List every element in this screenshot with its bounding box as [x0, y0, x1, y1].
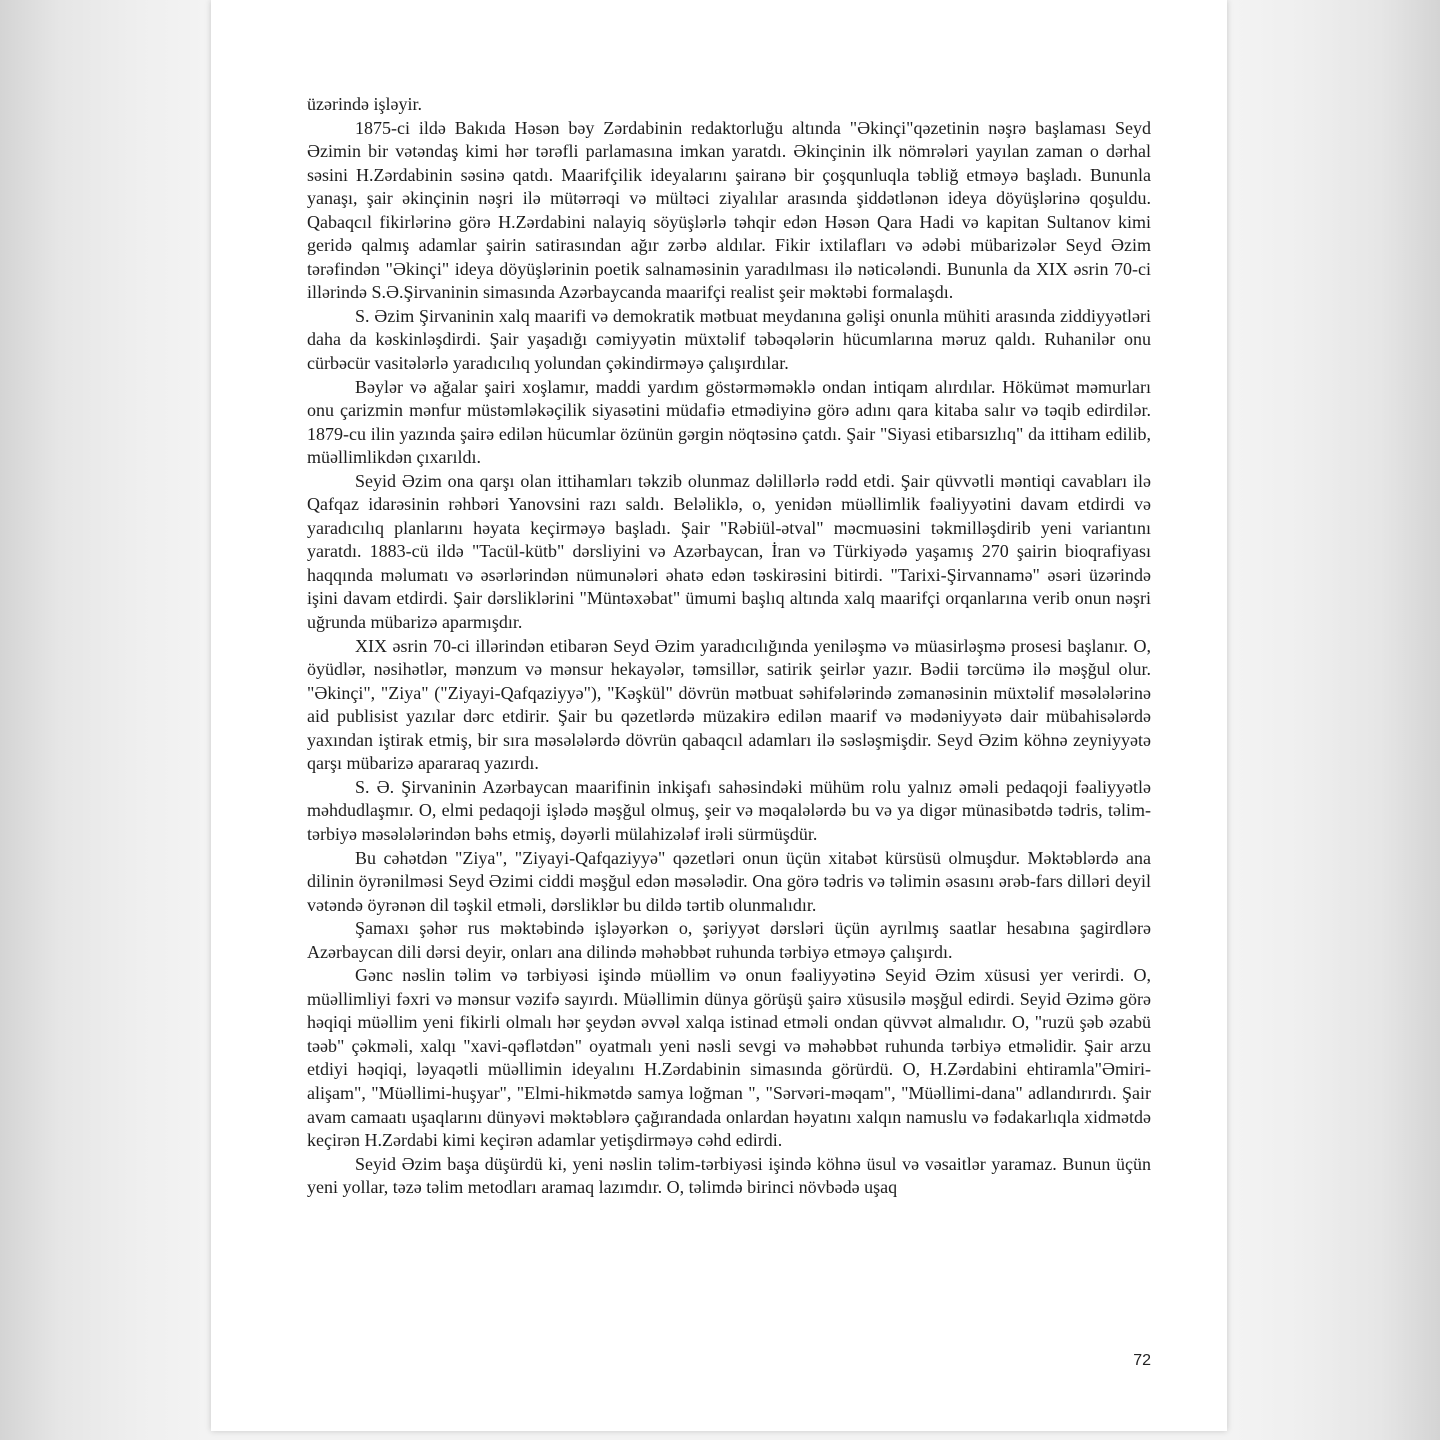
- paragraph-continuation: üzərində işləyir.: [307, 94, 422, 114]
- page-number: 72: [1133, 1352, 1151, 1369]
- paragraph-conflicts-with-environment: S. Əzim Şirvaninin xalq maarifi və demokratik mətbuat meydanına gəlişi onunla mühiti arasında ziddiyyətləri daha da kəskinləşdirdi. Şair yaşadığı cəmiyyətin müxtəlif təbəqələrin hücumlarına məruz qaldı. Ruhanilər onu cürbəcür vasitələrlə yaradıcılıq yolundan çəkindirməyə çalışırdılar.: [307, 305, 1151, 374]
- paragraph-teacher-ideal: Gənc nəslin təlim və tərbiyəsi işində müəllim və onun fəaliyyətinə Seyid Əzim xüsusi yer verirdi. O, müəllimliyi fəxri və mənsur vəzifə sayırdı. Müəllimin dünya görüşü şairə xüsusilə məşğul edirdi. Seyid Əzimə görə həqiqi müəllim yeni fikirli olmalı hər şeydən əvvəl xalqa istinad etməli ondan qüvvət almalıdır. O, "ruzü şəb əzabü təəb" çəkməli, xalqı "xavi-qəflətdən" oyatmalı yeni nəsli sevgi və məhəbbət ruhunda tərbiyə etməlidir. Şair arzu etdiyi həqiqi, ləyaqətli müəllimin ideyalını H.Zərdabinin simasında görürdü. O, H.Zərdabini ehtiramla"Əmiri-alişam", "Müəllimi-huşyar", "Elmi-hikmətdə samya loğman ", "Sərvəri-məqam", "Müəllimi-dana" adlandırırdı. Şair avam camaatı uşaqlarını dünyəvi məktəblərə çağırandada onlardan həyatını xalqın namuslu və fədakarlıqla xidmətdə keçirən H.Zərdabi kimi keçirən adamlar yetişdirməyə cəhd edirdi.: [307, 965, 1151, 1151]
- page-body-text: [307, 93, 1151, 1200]
- paragraph-shamakhi-school: Şamaxı şəhər rus məktəbində işləyərkən o, şəriyyət dərsləri üçün ayrılmış saatlar hesabına şagirdlərə Azərbaycan dili dərsi deyir, onları ana dilində məhəbbət ruhunda tərbiyə etməyə çalışırdı.: [307, 918, 1151, 962]
- paragraph-native-language: Bu cəhətdən "Ziya", "Ziyayi-Qafqaziyyə" qəzetləri onun üçün xitabət kürsüsü olmuşdur. Məktəblərdə ana dilinin öyrənilməsi Seyd Əzimi ciddi məşğul edən məsələdir. Ona görə tədris və təlimin əsasını ərəb-fars dilləri deyil vətəndə öyrənən dil təşkil etməli, dərsliklər bu dildə tərtib olunmalıdır.: [307, 847, 1151, 915]
- paragraph-pedagogical-role: S. Ə. Şirvaninin Azərbaycan maarifinin inkişafı sahəsindəki mühüm rolu yalnız əməli pedaqoji fəaliyyətlə məhdudlaşmır. O, elmi pedaqoji işlədə məşğul olmuş, şeir və məqalələrdə bu və ya digər münasibətdə tədris, təlim-tərbiyə məsələlərindən bəhs etmiş, dəyərli mülahizələf irəli sürmüşdür.: [307, 776, 1151, 844]
- paragraph-ekinchi-newspaper: 1875-ci ildə Bakıda Həsən bəy Zərdabinin redaktorluğu altında "Əkinçi"qəzetinin nəşrə başlaması Seyd Əzimin bir vətəndaş kimi hər tərəfli parlamasına imkan yaratdı. Əkinçinin ilk nömrələri yayılan zaman o dərhal səsini H.Zərdabinin səsinə qatdı. Maarifçilik ideyalarını şairanə bir çoşqunluqla təbliğ etməyə başladı. Bununla yanaşı, şair əkinçinin nəşri ilə mütərrəqi və mültəci ziyalılar arasında şiddətlənən ideya döyüşlərinə qoşuldu. Qabaqcıl fikirlərinə görə H.Zərdabini nalayiq söyüşlərlə təhqir edən Həsən Qara Hadi və kapitan Sultanov kimi geridə qalmış adamlar şairin satirasından ağır zərbə aldılar. Fikir ixtilafları və ədəbi mübarizələr Seyd Əzim tərəfindən "Əkinçi" ideya döyüşlərinin poetik salnaməsinin yaradılması ilə nəticələndi. Bununla da XIX əsrin 70-ci illərində S.Ə.Şirvaninin simasında Azərbaycanda maarifçi realist şeir məktəbi formalaşdı.: [307, 117, 1151, 303]
- paragraph-persecution: Bəylər və ağalar şairi xoşlamır, maddi yardım göstərməməklə ondan intiqam alırdılar. Hökümət məmurları onu çarizmin mənfur müstəmləkəçilik siyasətini müdafiə etmədiyinə görə adını qara kitaba salır və təqib edirdilər. 1879-cu ilin yazında şairə edilən hücumlar özünün gərgin nöqtəsinə çatdı. Şair "Siyasi etibarsızlıq" da ittiham edilib, müəllimlikdən çıxarıldı.: [307, 376, 1151, 468]
- paragraph-modernization: XIX əsrin 70-ci illərindən etibarən Seyd Əzim yaradıcılığında yeniləşmə və müasirləşmə prosesi başlanır. O, öyüdlər, nəsihətlər, mənzum və mənsur hekayələr, təmsillər, satirik şeirlər yazır. Bədii tərcümə ilə məşğul olur. "Əkinçi", "Ziya" ("Ziyayi-Qafqaziyyə"), "Kəşkül" dövrün mətbuat səhifələrində zəmanəsinin müxtəlif məsələlərinə aid publisist yazılar dərc etdirir. Şair bu qəzetlərdə müzakirə edilən maarif və mədəniyyətə dair mübahisələrdə yaxından iştirak etmiş, bir sıra məsələlərdə dövrün qabaqcıl adamları ilə səsləşmişdir. Seyd Əzim köhnə zeyniyyətə qarşı mübarizə apararaq yazırdı.: [307, 635, 1151, 774]
- document-page: [211, 0, 1227, 1431]
- paragraph-refuting-accusations: Seyid Əzim ona qarşı olan ittihamları təkzib olunmaz dəlillərlə rədd etdi. Şair qüvvətli məntiqi cavabları ilə Qafqaz idarəsinin rəhbəri Yanovsini razı saldı. Beləliklə, o, yenidən müəllimlik fəaliyyətini davam etdirdi və yaradıcılıq planlarını həyata keçirməyə başladı. Şair "Rəbiül-ətval" məcmuəsini təkmilləşdirib yeni variantını yaratdı. 1883-cü ildə "Tacül-kütb" dərsliyini və Azərbaycan, İran və Türkiyədə yaşamış 270 şairin bioqrafiyası haqqında məlumatı və əsərlərindən nümunələri əhatə edən təskirəsini bitirdi. "Tarixi-Şirvannamə" əsəri üzərində işini davam etdirdi. Şair dərsliklərini "Müntəxəbat" ümumi başlıq altında xalq maarifçi orqanlarına verib onun nəşri uğrunda mübarizə aparmışdır.: [307, 470, 1151, 633]
- paragraph-new-methods: Seyid Əzim başa düşürdü ki, yeni nəslin təlim-tərbiyəsi işində köhnə üsul və vəsaitlər yaramaz. Bunun üçün yeni yollar, təzə təlim metodları aramaq lazımdır. O, təlimdə birinci növbədə uşaq: [307, 1153, 1151, 1198]
